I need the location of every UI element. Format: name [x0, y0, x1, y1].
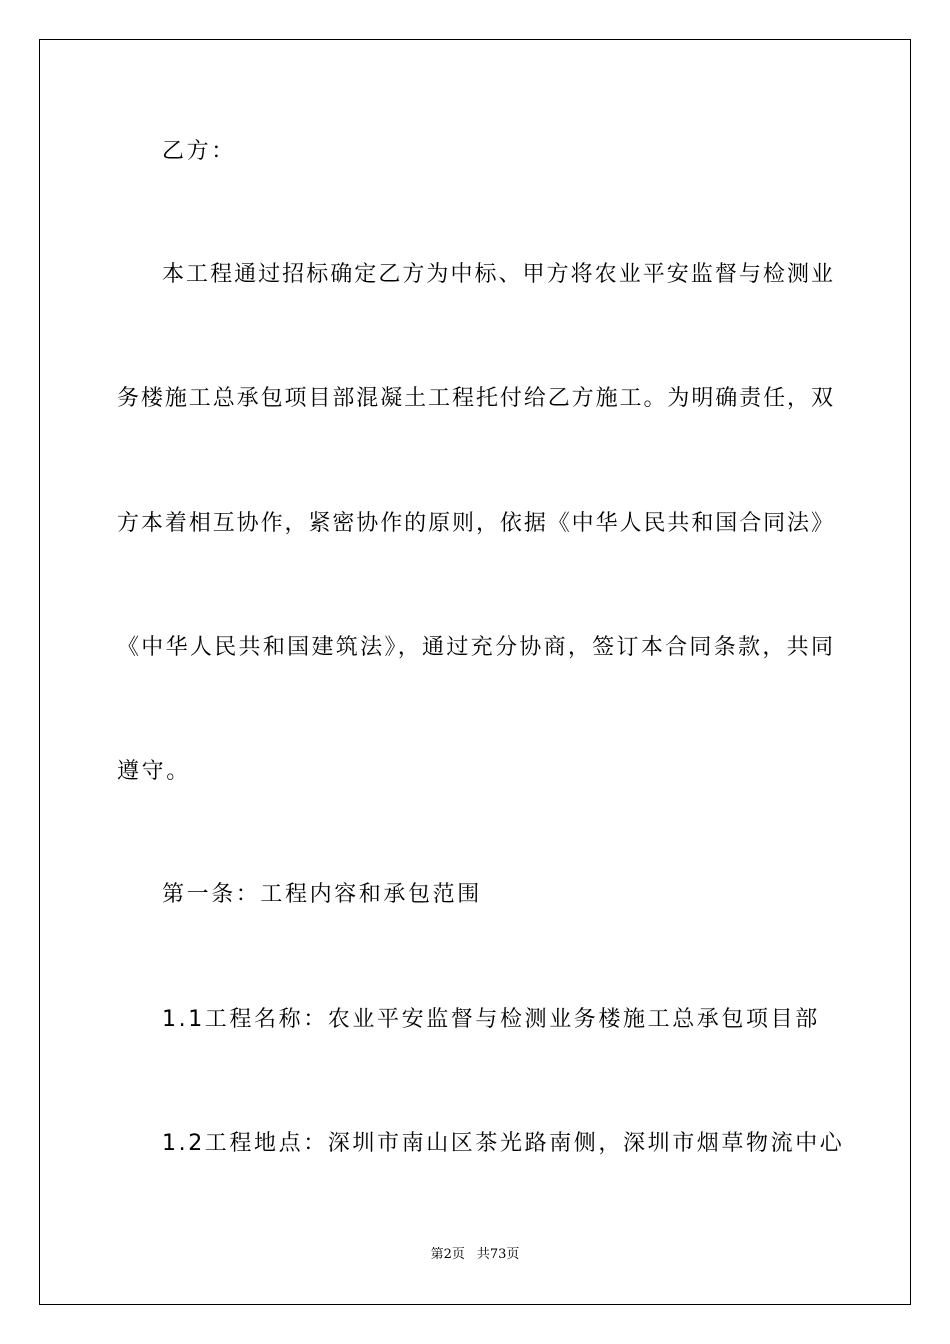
paragraph-line-3: 方本着相互协作，紧密协作的原则，依据《中华人民共和国合同法》 [117, 511, 833, 536]
paragraph-line-1: 本工程通过招标确定乙方为中标、甲方将农业平安监督与检测业 [162, 262, 833, 287]
page-footer [0, 1246, 950, 1264]
article-1-heading: 第一条：工程内容和承包范围 [162, 882, 482, 907]
page-number-total: 共73页 [476, 1247, 520, 1262]
paragraph-line-2: 务楼施工总承包项目部混凝土工程托付给乙方施工。为明确责任，双 [117, 386, 833, 411]
page-frame [39, 39, 911, 1305]
page-number-current: 第2页 [430, 1247, 465, 1262]
party-b-label: 乙方： [162, 139, 236, 164]
paragraph-line-5: 遵守。 [117, 759, 191, 784]
clause-1-1: 1.1工程名称：农业平安监督与检测业务楼施工总承包项目部 [162, 1007, 820, 1032]
paragraph-line-4: 《中华人民共和国建筑法》，通过充分协商，签订本合同条款，共同 [117, 635, 833, 660]
clause-1-2: 1.2工程地点：深圳市南山区茶光路南侧，深圳市烟草物流中心 [162, 1131, 845, 1156]
